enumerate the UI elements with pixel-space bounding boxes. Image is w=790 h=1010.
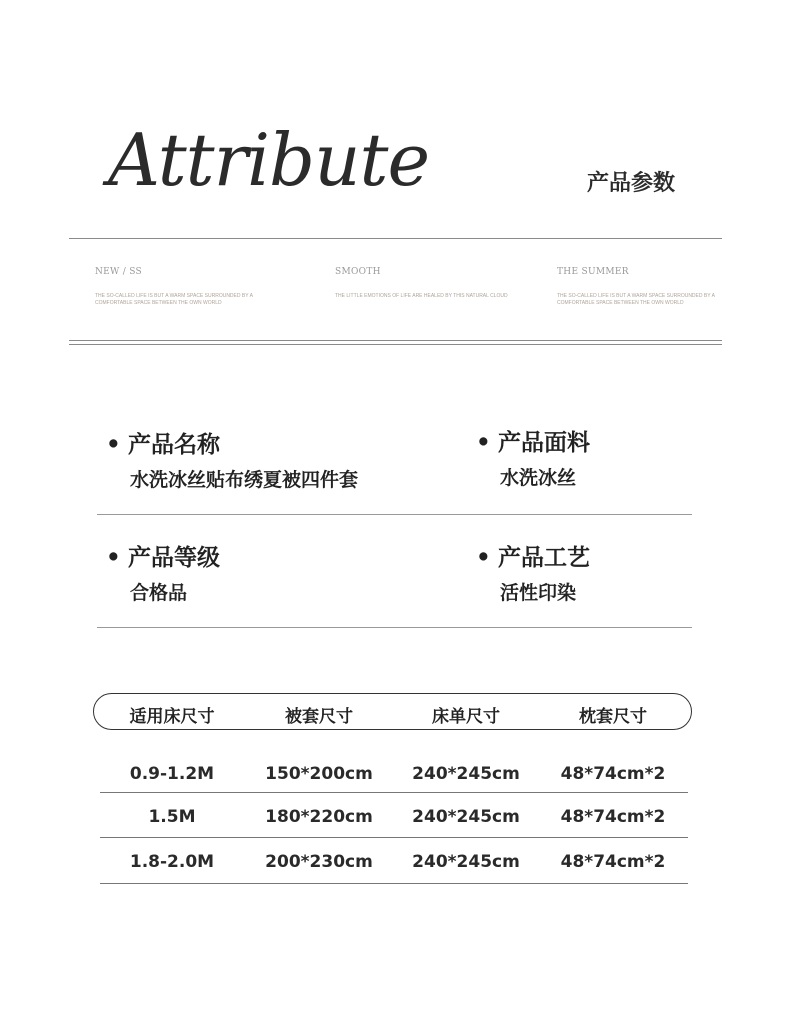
tag-block xyxy=(95,267,285,307)
table-header-cell: 枕套尺寸 xyxy=(579,707,647,727)
table-cell: 48*74cm*2 xyxy=(560,807,666,827)
tag-text: THE SO-CALLED LIFE IS BUT A WARM SPACE SURROUNDED BY A COMFORTABLE SPACE BETWEEN THE OWN WORLD xyxy=(95,293,253,306)
table-header-cell: 床单尺寸 xyxy=(432,707,500,727)
table-header-cell: 适用床尺寸 xyxy=(129,707,215,727)
table-cell: 240*245cm xyxy=(412,852,520,872)
tag-block xyxy=(557,267,747,307)
attribute-value: 活性印染 xyxy=(500,582,577,604)
bullet-icon: • xyxy=(476,544,491,571)
attribute-product-name xyxy=(106,426,358,492)
page-subtitle: 产品参数 xyxy=(587,171,676,196)
bullet-icon: • xyxy=(106,544,121,571)
page-title: Attribute xyxy=(108,118,430,202)
table-row-divider xyxy=(100,883,688,884)
bullet-icon: • xyxy=(476,429,491,456)
attribute-grade xyxy=(106,539,220,605)
tag-text: THE SO-CALLED LIFE IS BUT A WARM SPACE SURROUNDED BY A COMFORTABLE SPACE BETWEEN THE OWN WORLD xyxy=(557,293,715,306)
attribute-value: 水洗冰丝 xyxy=(500,467,577,489)
table-cell: 0.9-1.2M xyxy=(129,764,215,784)
divider-top xyxy=(69,238,722,239)
tag-heading: SMOOTH xyxy=(335,267,381,277)
attribute-label: 产品名称 xyxy=(128,431,220,458)
tag-text: THE LITTLE EMOTIONS OF LIFE ARE HEALED BY THIS NATURAL CLOUD xyxy=(335,293,508,299)
bullet-icon: • xyxy=(106,431,121,458)
attribute-label: 产品工艺 xyxy=(498,544,590,571)
table-cell: 180*220cm xyxy=(265,807,373,827)
attribute-fabric xyxy=(476,424,590,490)
attribute-divider xyxy=(97,514,692,515)
attribute-value: 合格品 xyxy=(130,582,188,604)
table-cell: 240*245cm xyxy=(412,764,520,784)
divider-bottom xyxy=(69,344,722,345)
table-header-cell: 被套尺寸 xyxy=(285,707,353,727)
attribute-value: 水洗冰丝贴布绣夏被四件套 xyxy=(130,469,359,491)
table-row-divider xyxy=(100,792,688,793)
table-cell: 1.8-2.0M xyxy=(129,852,215,872)
tag-heading: THE SUMMER xyxy=(557,267,629,277)
table-cell: 1.5M xyxy=(148,807,196,827)
tag-block xyxy=(335,267,525,300)
tag-heading: NEW / SS xyxy=(95,267,143,277)
table-cell: 200*230cm xyxy=(265,852,373,872)
attribute-craft xyxy=(476,539,590,605)
table-row-divider xyxy=(100,837,688,838)
divider-bottom xyxy=(69,340,722,341)
table-cell: 48*74cm*2 xyxy=(560,764,666,784)
table-cell: 150*200cm xyxy=(265,764,373,784)
attribute-label: 产品面料 xyxy=(498,429,590,456)
attribute-label: 产品等级 xyxy=(128,544,220,571)
table-cell: 240*245cm xyxy=(412,807,520,827)
table-cell: 48*74cm*2 xyxy=(560,852,666,872)
attribute-divider xyxy=(97,627,692,628)
